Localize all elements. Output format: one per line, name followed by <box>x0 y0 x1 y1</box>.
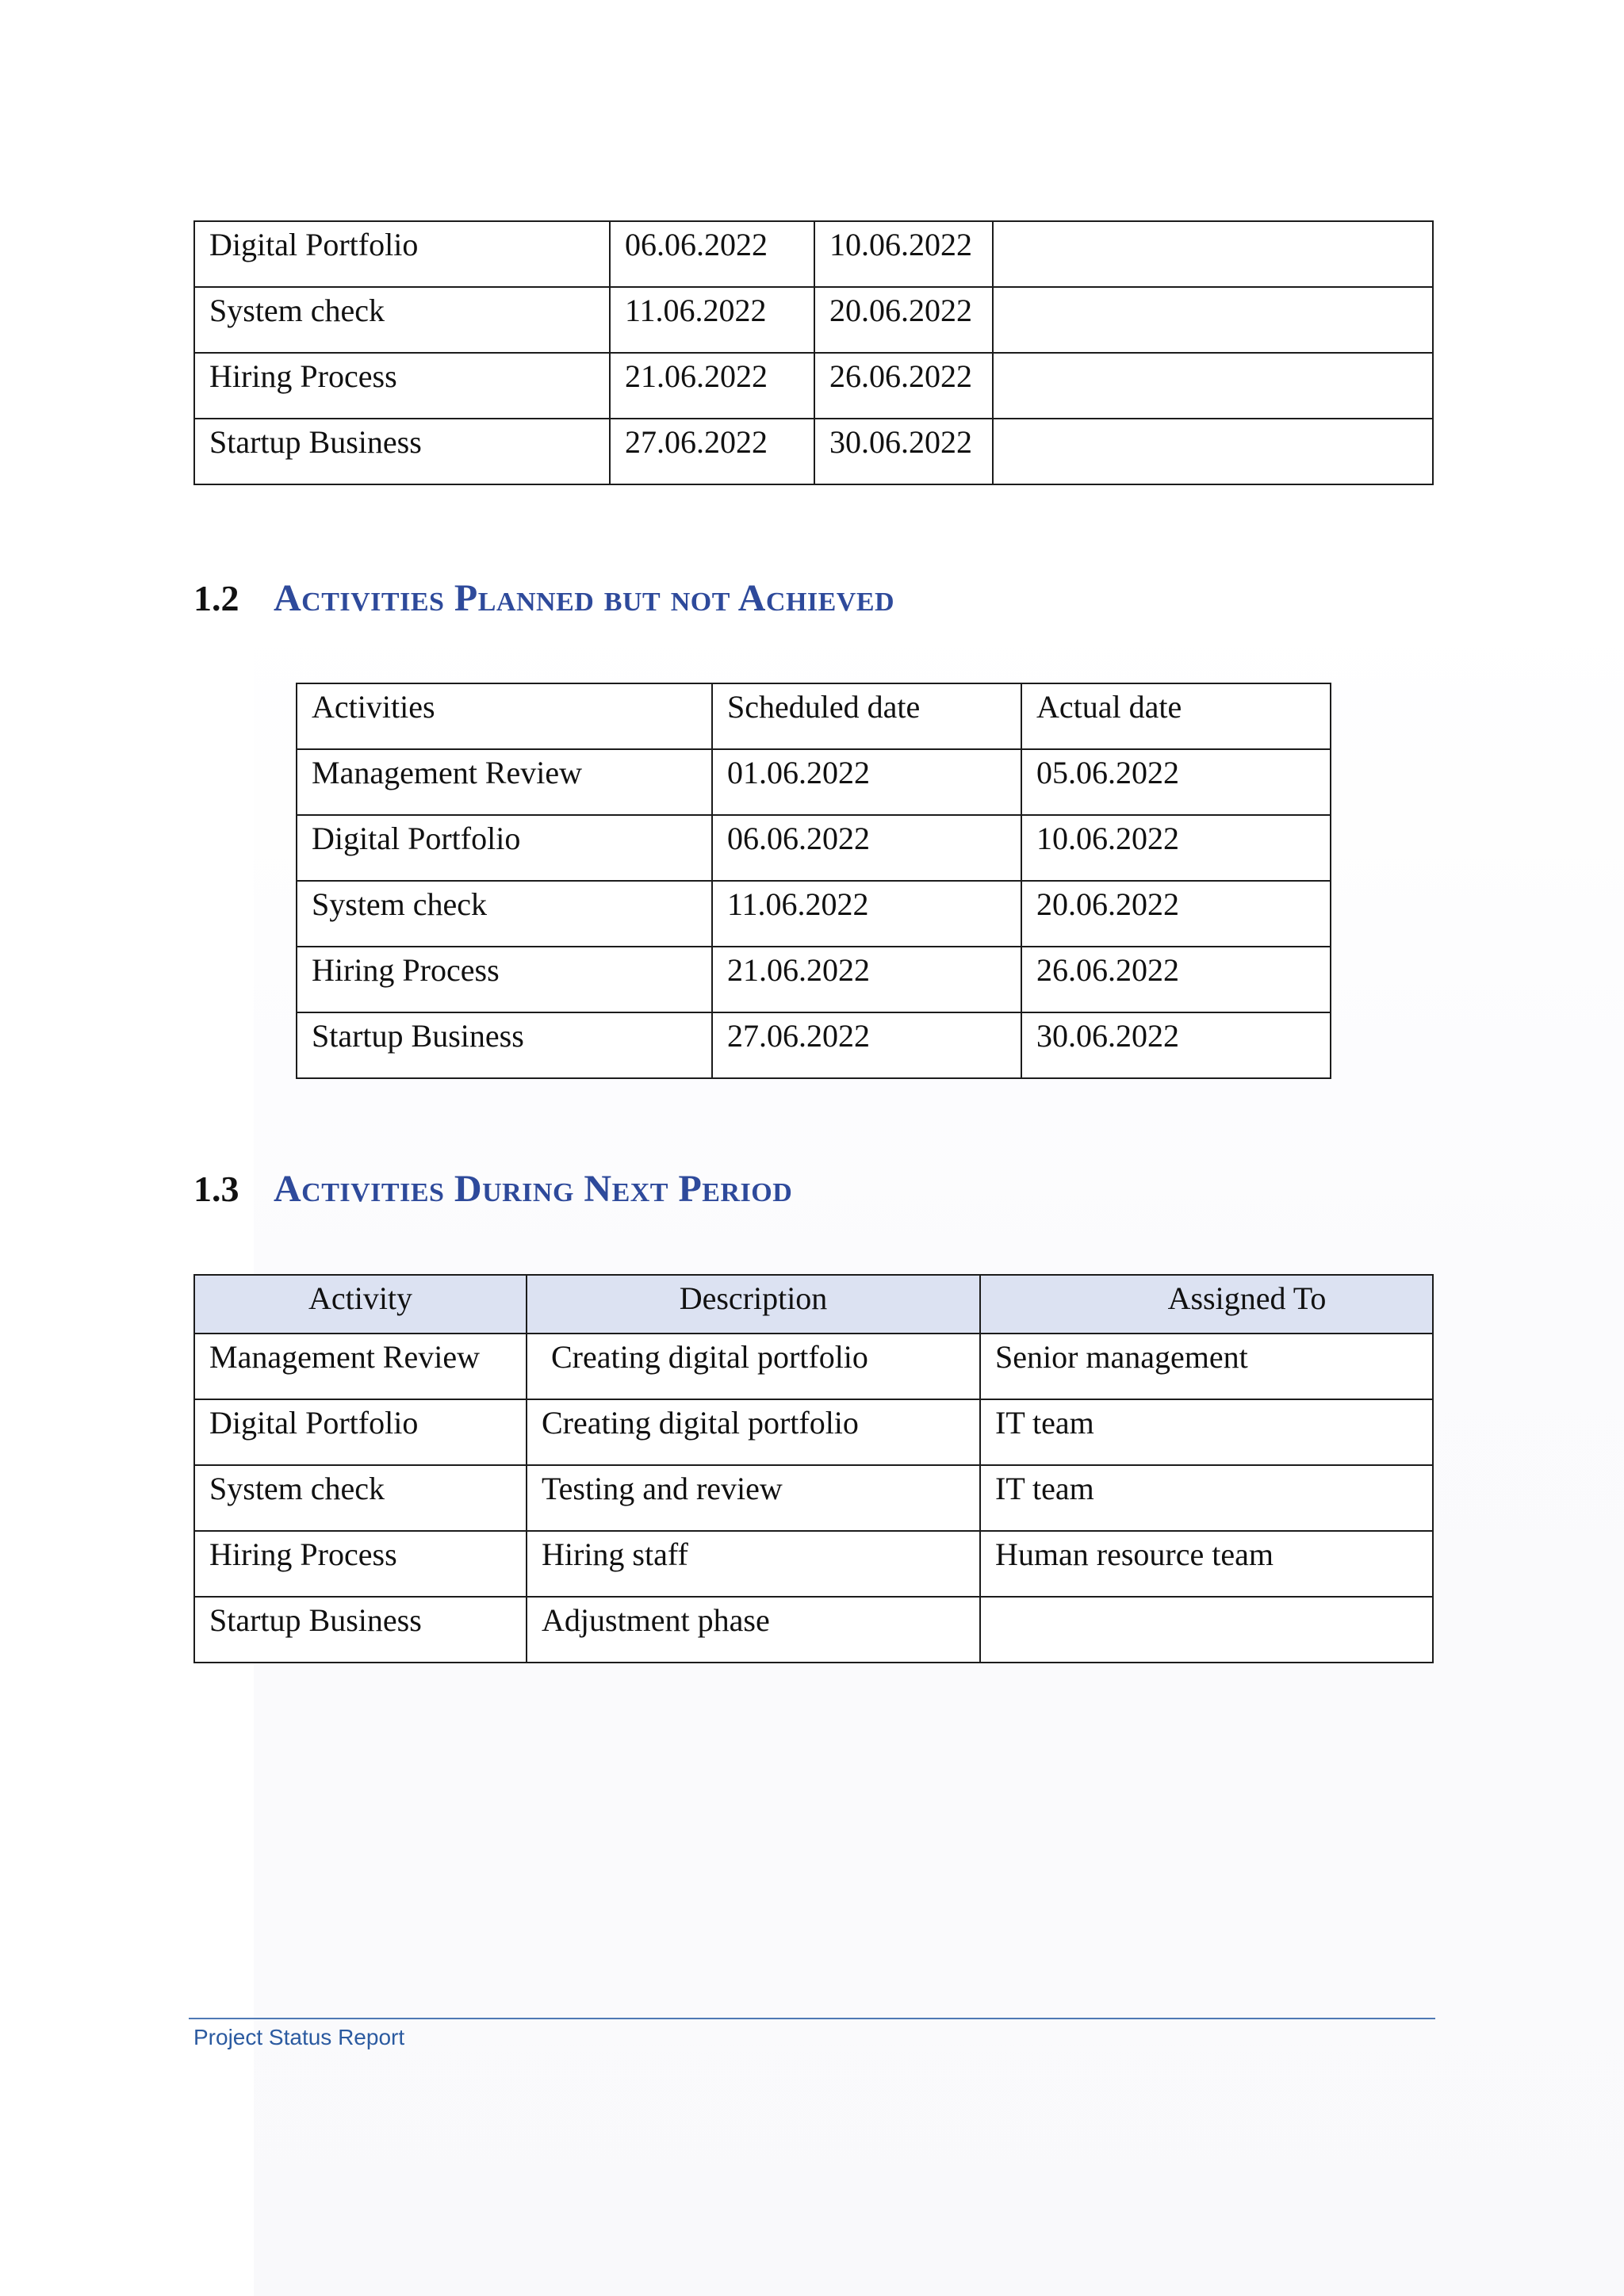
table-cell: System check <box>297 881 712 947</box>
section-number: 1.2 <box>193 578 239 618</box>
table-cell: Senior management <box>980 1334 1433 1399</box>
footer-divider <box>189 2018 1435 2019</box>
table-cell: 30.06.2022 <box>814 419 993 484</box>
table-cell: Hiring Process <box>194 353 610 419</box>
table-cell: Hiring Process <box>194 1531 527 1597</box>
table-header-row <box>194 1275 1433 1334</box>
table-cell: 06.06.2022 <box>610 221 814 287</box>
table-cell: System check <box>194 287 610 353</box>
table-cell: Startup Business <box>194 1597 527 1663</box>
table-cell: Digital Portfolio <box>194 1399 527 1465</box>
column-header: Assigned To <box>980 1275 1433 1334</box>
table-cell <box>993 353 1433 419</box>
table-cell: 11.06.2022 <box>712 881 1021 947</box>
table-cell: Human resource team <box>980 1531 1433 1597</box>
table-cell: 01.06.2022 <box>712 749 1021 815</box>
table-row <box>194 353 1433 419</box>
table-row <box>194 1531 1433 1597</box>
table-cell: 21.06.2022 <box>712 947 1021 1012</box>
column-header: Activities <box>297 683 712 749</box>
table-row <box>194 419 1433 484</box>
table-row <box>297 947 1331 1012</box>
footer-title: Project Status Report <box>193 2025 405 2049</box>
table-cell: 30.06.2022 <box>1021 1012 1331 1078</box>
table-cell: 05.06.2022 <box>1021 749 1331 815</box>
table-cell: 27.06.2022 <box>712 1012 1021 1078</box>
table-cell: 21.06.2022 <box>610 353 814 419</box>
next-period-activities-table <box>193 1274 1434 1663</box>
column-header: Actual date <box>1021 683 1331 749</box>
column-header: Activity <box>194 1275 527 1334</box>
column-header: Scheduled date <box>712 683 1021 749</box>
table-cell: IT team <box>980 1399 1433 1465</box>
section-title: Activities During Next Period <box>274 1168 793 1210</box>
table-cell: 06.06.2022 <box>712 815 1021 881</box>
table-cell <box>993 221 1433 287</box>
table-row <box>194 1465 1433 1531</box>
table-cell <box>993 419 1433 484</box>
table-cell: Adjustment phase <box>527 1597 980 1663</box>
activities-table-continued <box>193 220 1434 485</box>
table-row <box>297 815 1331 881</box>
table-cell <box>980 1597 1433 1663</box>
table-cell: IT team <box>980 1465 1433 1531</box>
table-cell: Hiring staff <box>527 1531 980 1597</box>
table-cell: System check <box>194 1465 527 1531</box>
planned-not-achieved-table <box>296 683 1331 1079</box>
table-cell: Testing and review <box>527 1465 980 1531</box>
table-cell: Creating digital portfolio <box>527 1334 980 1399</box>
table-cell: Management Review <box>297 749 712 815</box>
section-title: Activities Planned but not Achieved <box>274 577 895 619</box>
table-row <box>194 1334 1433 1399</box>
table-cell: Startup Business <box>297 1012 712 1078</box>
table-row <box>194 221 1433 287</box>
table-cell: Creating digital portfolio <box>527 1399 980 1465</box>
table-cell: 20.06.2022 <box>814 287 993 353</box>
table-cell: 26.06.2022 <box>1021 947 1331 1012</box>
table-cell: Digital Portfolio <box>194 221 610 287</box>
table-row <box>297 881 1331 947</box>
column-header: Description <box>527 1275 980 1334</box>
table-cell: 27.06.2022 <box>610 419 814 484</box>
section-heading-planned-not-achieved <box>193 575 894 622</box>
table-cell: Hiring Process <box>297 947 712 1012</box>
table-cell <box>993 287 1433 353</box>
section-heading-next-period <box>193 1165 792 1213</box>
table-row <box>297 749 1331 815</box>
table-cell: 11.06.2022 <box>610 287 814 353</box>
section-number: 1.3 <box>193 1169 239 1209</box>
table-cell: Digital Portfolio <box>297 815 712 881</box>
table-cell: Management Review <box>194 1334 527 1399</box>
table-cell: 20.06.2022 <box>1021 881 1331 947</box>
table-row <box>194 1399 1433 1465</box>
table-row <box>194 287 1433 353</box>
table-header-row <box>297 683 1331 749</box>
table-cell: 10.06.2022 <box>1021 815 1331 881</box>
table-cell: 26.06.2022 <box>814 353 993 419</box>
table-row <box>297 1012 1331 1078</box>
table-row <box>194 1597 1433 1663</box>
table-cell: Startup Business <box>194 419 610 484</box>
table-cell: 10.06.2022 <box>814 221 993 287</box>
